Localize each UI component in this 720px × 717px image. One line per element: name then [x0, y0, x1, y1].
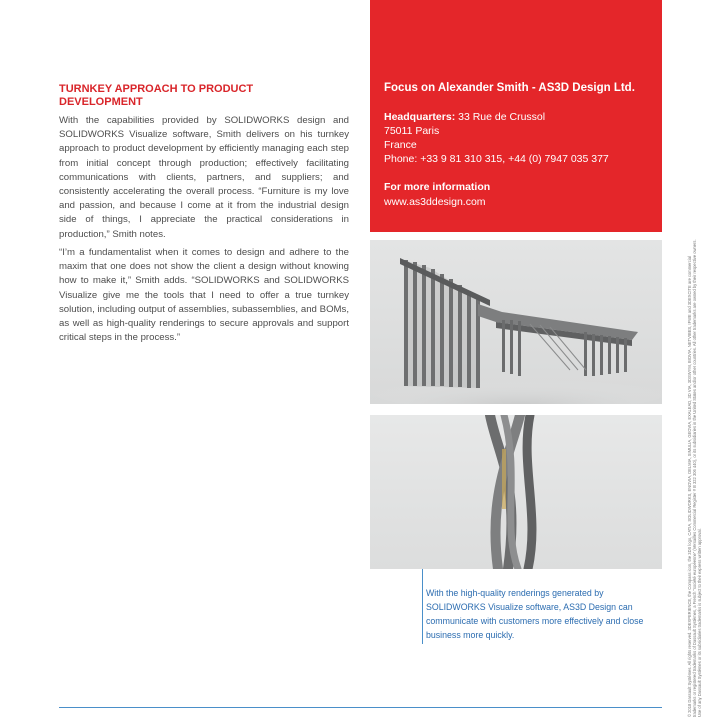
image-caption: With the high-quality renderings generated by SOLIDWORKS Visualize software, AS3D Design can communicate with customers more effectively and close business more quickly.	[426, 588, 644, 640]
bench-rendering-image	[370, 240, 662, 404]
address-line-1: 33 Rue de Crussol	[458, 111, 546, 123]
address-line-3: France	[384, 139, 417, 151]
legal-side-note: © 2018 Dassault Systèmes. All rights reserved. 3DEXPERIENCE, the Compass icon, the 3DS logo, CATIA, SOLIDWORKS, ENOVIA, DELMIA, SIMULIA, GEOVIA, EXALEAD, 3D VIA, 3DSWYM, BIOVIA, NETVIBES, IFWE and 3DEXCITE are commercial trademarks or registered trademarks of Dassault Systèmes, a French “société européenne” (Versailles Commercial Register # B 322 306 440), or its subsidiaries in the United States and/or other countries. All other trademarks are owned by their respective owners. Use of any Dassault Systèmes or its subsidiaries trademarks is subject to their express written approval.	[687, 239, 703, 717]
website-link[interactable]: www.as3ddesign.com	[384, 196, 486, 208]
twisted-legs-rendering-image	[370, 415, 662, 569]
headquarters-block	[384, 110, 609, 166]
bottom-rule	[59, 707, 662, 708]
caption-rule	[422, 569, 423, 644]
focus-heading: Focus on Alexander Smith - AS3D Design Ltd.	[384, 82, 635, 94]
body-paragraph-1: With the capabilities provided by SOLIDWORKS design and SOLIDWORKS Visualize software, Smith delivers on his turnkey approach to product development by efficiently managing each step from initial concept through production; effectively facilitating communications with clients, partners, and suppliers; and consistently accelerating the overall process. “Furniture is my love and passion, and because I come at it from the industrial design side of things, I appreciate the practical considerations in production,” Smith notes.	[59, 115, 349, 240]
section-title: TURNKEY APPROACH TO PRODUCT DEVELOPMENT	[59, 83, 254, 108]
address-line-2: 75011 Paris	[384, 125, 440, 137]
focus-info-box	[370, 0, 662, 232]
more-info-label: For more information	[384, 181, 491, 193]
body-paragraph-2: “I’m a fundamentalist when it comes to design and adhere to the maxim that one does not show the client a design without knowing how to make it,” Smith adds. “SOLIDWORKS and SOLIDWORKS Visualize give me the tools that I need to offer a true turnkey solution, including output of assemblies, subassemblies, and BOMs, as well as high-quality renderings to secure approvals and support critical steps in the process.”	[59, 247, 349, 344]
phone-numbers: Phone: +33 9 81 310 315, +44 (0) 7947 035 377	[384, 153, 609, 165]
headquarters-label: Headquarters:	[384, 111, 456, 123]
